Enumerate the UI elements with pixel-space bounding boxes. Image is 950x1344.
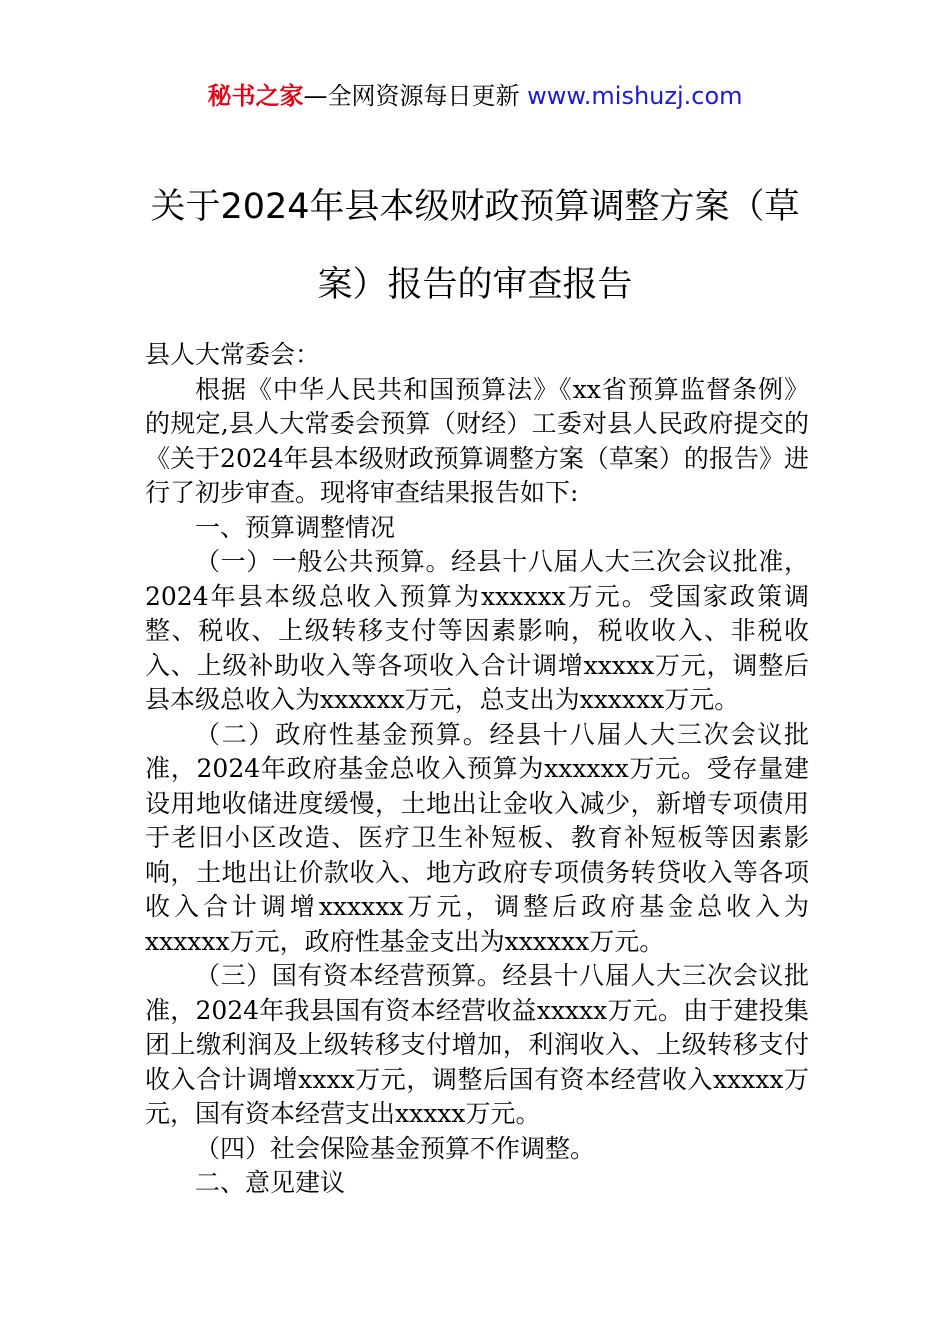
salutation: 县人大常委会：: [145, 340, 321, 369]
document-title: 关于2024年县本级财政预算调整方案（草案）报告的审查报告: [150, 187, 800, 305]
section-heading-budget-adjustment: 一、预算调整情况: [195, 512, 396, 542]
section-heading-suggestions: 二、意见建议: [195, 1168, 346, 1197]
document-body: [145, 338, 809, 1201]
site-brand: 秘书之家: [207, 82, 304, 110]
site-header: [0, 80, 950, 112]
site-slogan: —全网资源每日更新: [303, 82, 520, 110]
paragraph-general-public-budget: （一）一般公共预算。经县十八届人大三次会议批准，2024年县本级总收入预算为xxxxxx万元。受国家政策调整、税收、上级转移支付等因素影响，税收收入、非税收入、上级补助收入等各项收入合计调增xxxxx万元，调整后县本级总收入为xxxxxx万元，总支出为xxxxxx万元。: [145, 547, 809, 714]
paragraph-intro: 根据《中华人民共和国预算法》《xx省预算监督条例》的规定,县人大常委会预算（财经）工委对县人民政府提交的《关于2024年县本级财政预算调整方案（草案）的报告》进行了初步审查。现将审查结果报告如下:: [145, 374, 809, 507]
paragraph-state-capital-budget: （三）国有资本经营预算。经县十八届人大三次会议批准，2024年我县国有资本经营收益xxxxx万元。由于建投集团上缴利润及上级转移支付增加，利润收入、上级转移支付收入合计调增xxxx万元，调整后国有资本经营收入xxxxx万元，国有资本经营支出xxxxx万元。: [145, 961, 809, 1128]
site-url-link[interactable]: www.mishuzj.com: [527, 82, 743, 110]
paragraph-government-fund-budget: （二）政府性基金预算。经县十八届人大三次会议批准，2024年政府基金总收入预算为xxxxxx万元。受存量建设用地收储进度缓慢，土地出让金收入减少，新增专项债用于老旧小区改造、医疗卫生补短板、教育补短板等因素影响，土地出让价款收入、地方政府专项债务转贷收入等各项收入合计调增xxxxxx万元，调整后政府基金总收入为xxxxxx万元，政府性基金支出为xxxxxx万元。: [145, 719, 809, 956]
paragraph-social-insurance-budget: （四）社会保险基金预算不作调整。: [195, 1133, 596, 1163]
